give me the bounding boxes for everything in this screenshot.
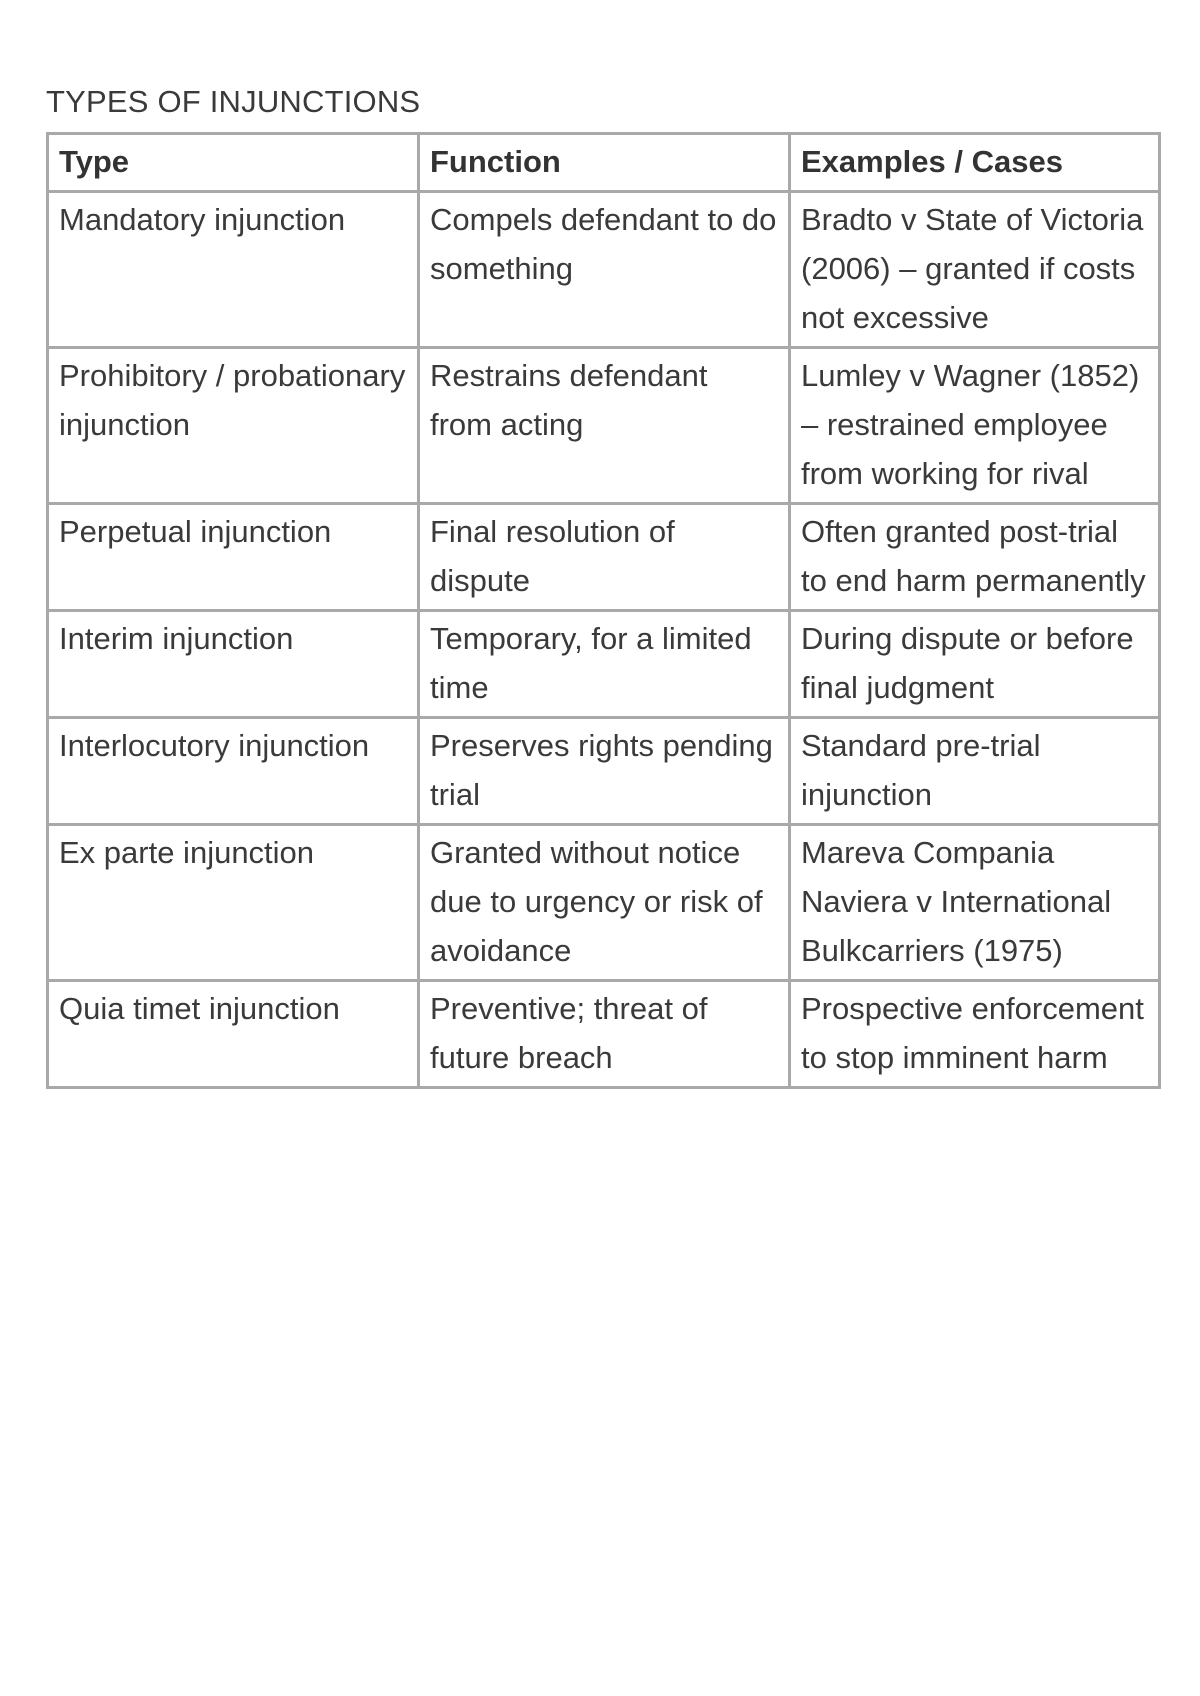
table-row bbox=[48, 825, 1160, 981]
cell-function: Granted without notice due to urgency or risk of avoidance bbox=[419, 825, 790, 981]
column-header-examples: Examples / Cases bbox=[790, 134, 1160, 192]
cell-function: Temporary, for a limited time bbox=[419, 611, 790, 718]
table-row bbox=[48, 348, 1160, 504]
cell-examples: Mareva Compania Naviera v International Bulkcarriers (1975) bbox=[790, 825, 1160, 981]
cell-examples: Often granted post-trial to end harm permanently bbox=[790, 504, 1160, 611]
table-row bbox=[48, 718, 1160, 825]
injunctions-table bbox=[46, 132, 1161, 1089]
cell-type: Prohibitory / probationary injunction bbox=[48, 348, 419, 504]
cell-type: Ex parte injunction bbox=[48, 825, 419, 981]
table-row bbox=[48, 504, 1160, 611]
cell-examples: During dispute or before final judgment bbox=[790, 611, 1160, 718]
cell-type: Quia timet injunction bbox=[48, 981, 419, 1088]
cell-type: Mandatory injunction bbox=[48, 192, 419, 348]
cell-examples: Standard pre-trial injunction bbox=[790, 718, 1160, 825]
table-header-row bbox=[48, 134, 1160, 192]
cell-type: Interim injunction bbox=[48, 611, 419, 718]
cell-function: Compels defendant to do something bbox=[419, 192, 790, 348]
page-title: TYPES OF INJUNCTIONS bbox=[46, 84, 421, 119]
cell-type: Interlocutory injunction bbox=[48, 718, 419, 825]
cell-function: Preserves rights pending trial bbox=[419, 718, 790, 825]
cell-examples: Lumley v Wagner (1852) – restrained employee from working for rival bbox=[790, 348, 1160, 504]
table-row bbox=[48, 981, 1160, 1088]
table-row bbox=[48, 192, 1160, 348]
cell-function: Final resolution of dispute bbox=[419, 504, 790, 611]
cell-examples: Prospective enforcement to stop imminent harm bbox=[790, 981, 1160, 1088]
column-header-function: Function bbox=[419, 134, 790, 192]
cell-function: Restrains defendant from acting bbox=[419, 348, 790, 504]
cell-type: Perpetual injunction bbox=[48, 504, 419, 611]
cell-examples: Bradto v State of Victoria (2006) – granted if costs not excessive bbox=[790, 192, 1160, 348]
cell-function: Preventive; threat of future breach bbox=[419, 981, 790, 1088]
column-header-type: Type bbox=[48, 134, 419, 192]
table-row bbox=[48, 611, 1160, 718]
document-page bbox=[46, 80, 1158, 1089]
